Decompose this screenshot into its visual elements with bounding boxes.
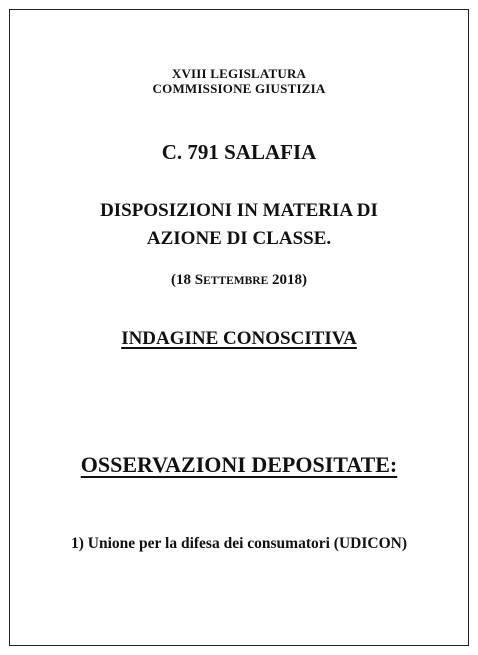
observations-heading: OSSERVAZIONI DEPOSITATE: (80, 452, 398, 477)
legislature-heading: XVIII LEGISLATURA (171, 66, 307, 81)
date-month-smallcaps: ETTEMBRE (203, 275, 269, 287)
document-title-line-1: DISPOSIZIONI IN MATERIA DI (100, 200, 378, 221)
document-title-line-2: AZIONE DI CLASSE. (146, 228, 332, 249)
date-close: 2018) (268, 272, 308, 288)
date-open: (18 S (170, 272, 204, 288)
committee-heading: COMMISSIONE GIUSTIZIA (152, 81, 326, 96)
inquiry-heading: INDAGINE CONOSCITIVA (121, 328, 357, 349)
document-date (0, 272, 478, 289)
bill-reference: C. 791 SALAFIA (161, 140, 317, 164)
observation-item: 1) Unione per la difesa dei consumatori (UDICON) (71, 535, 407, 552)
